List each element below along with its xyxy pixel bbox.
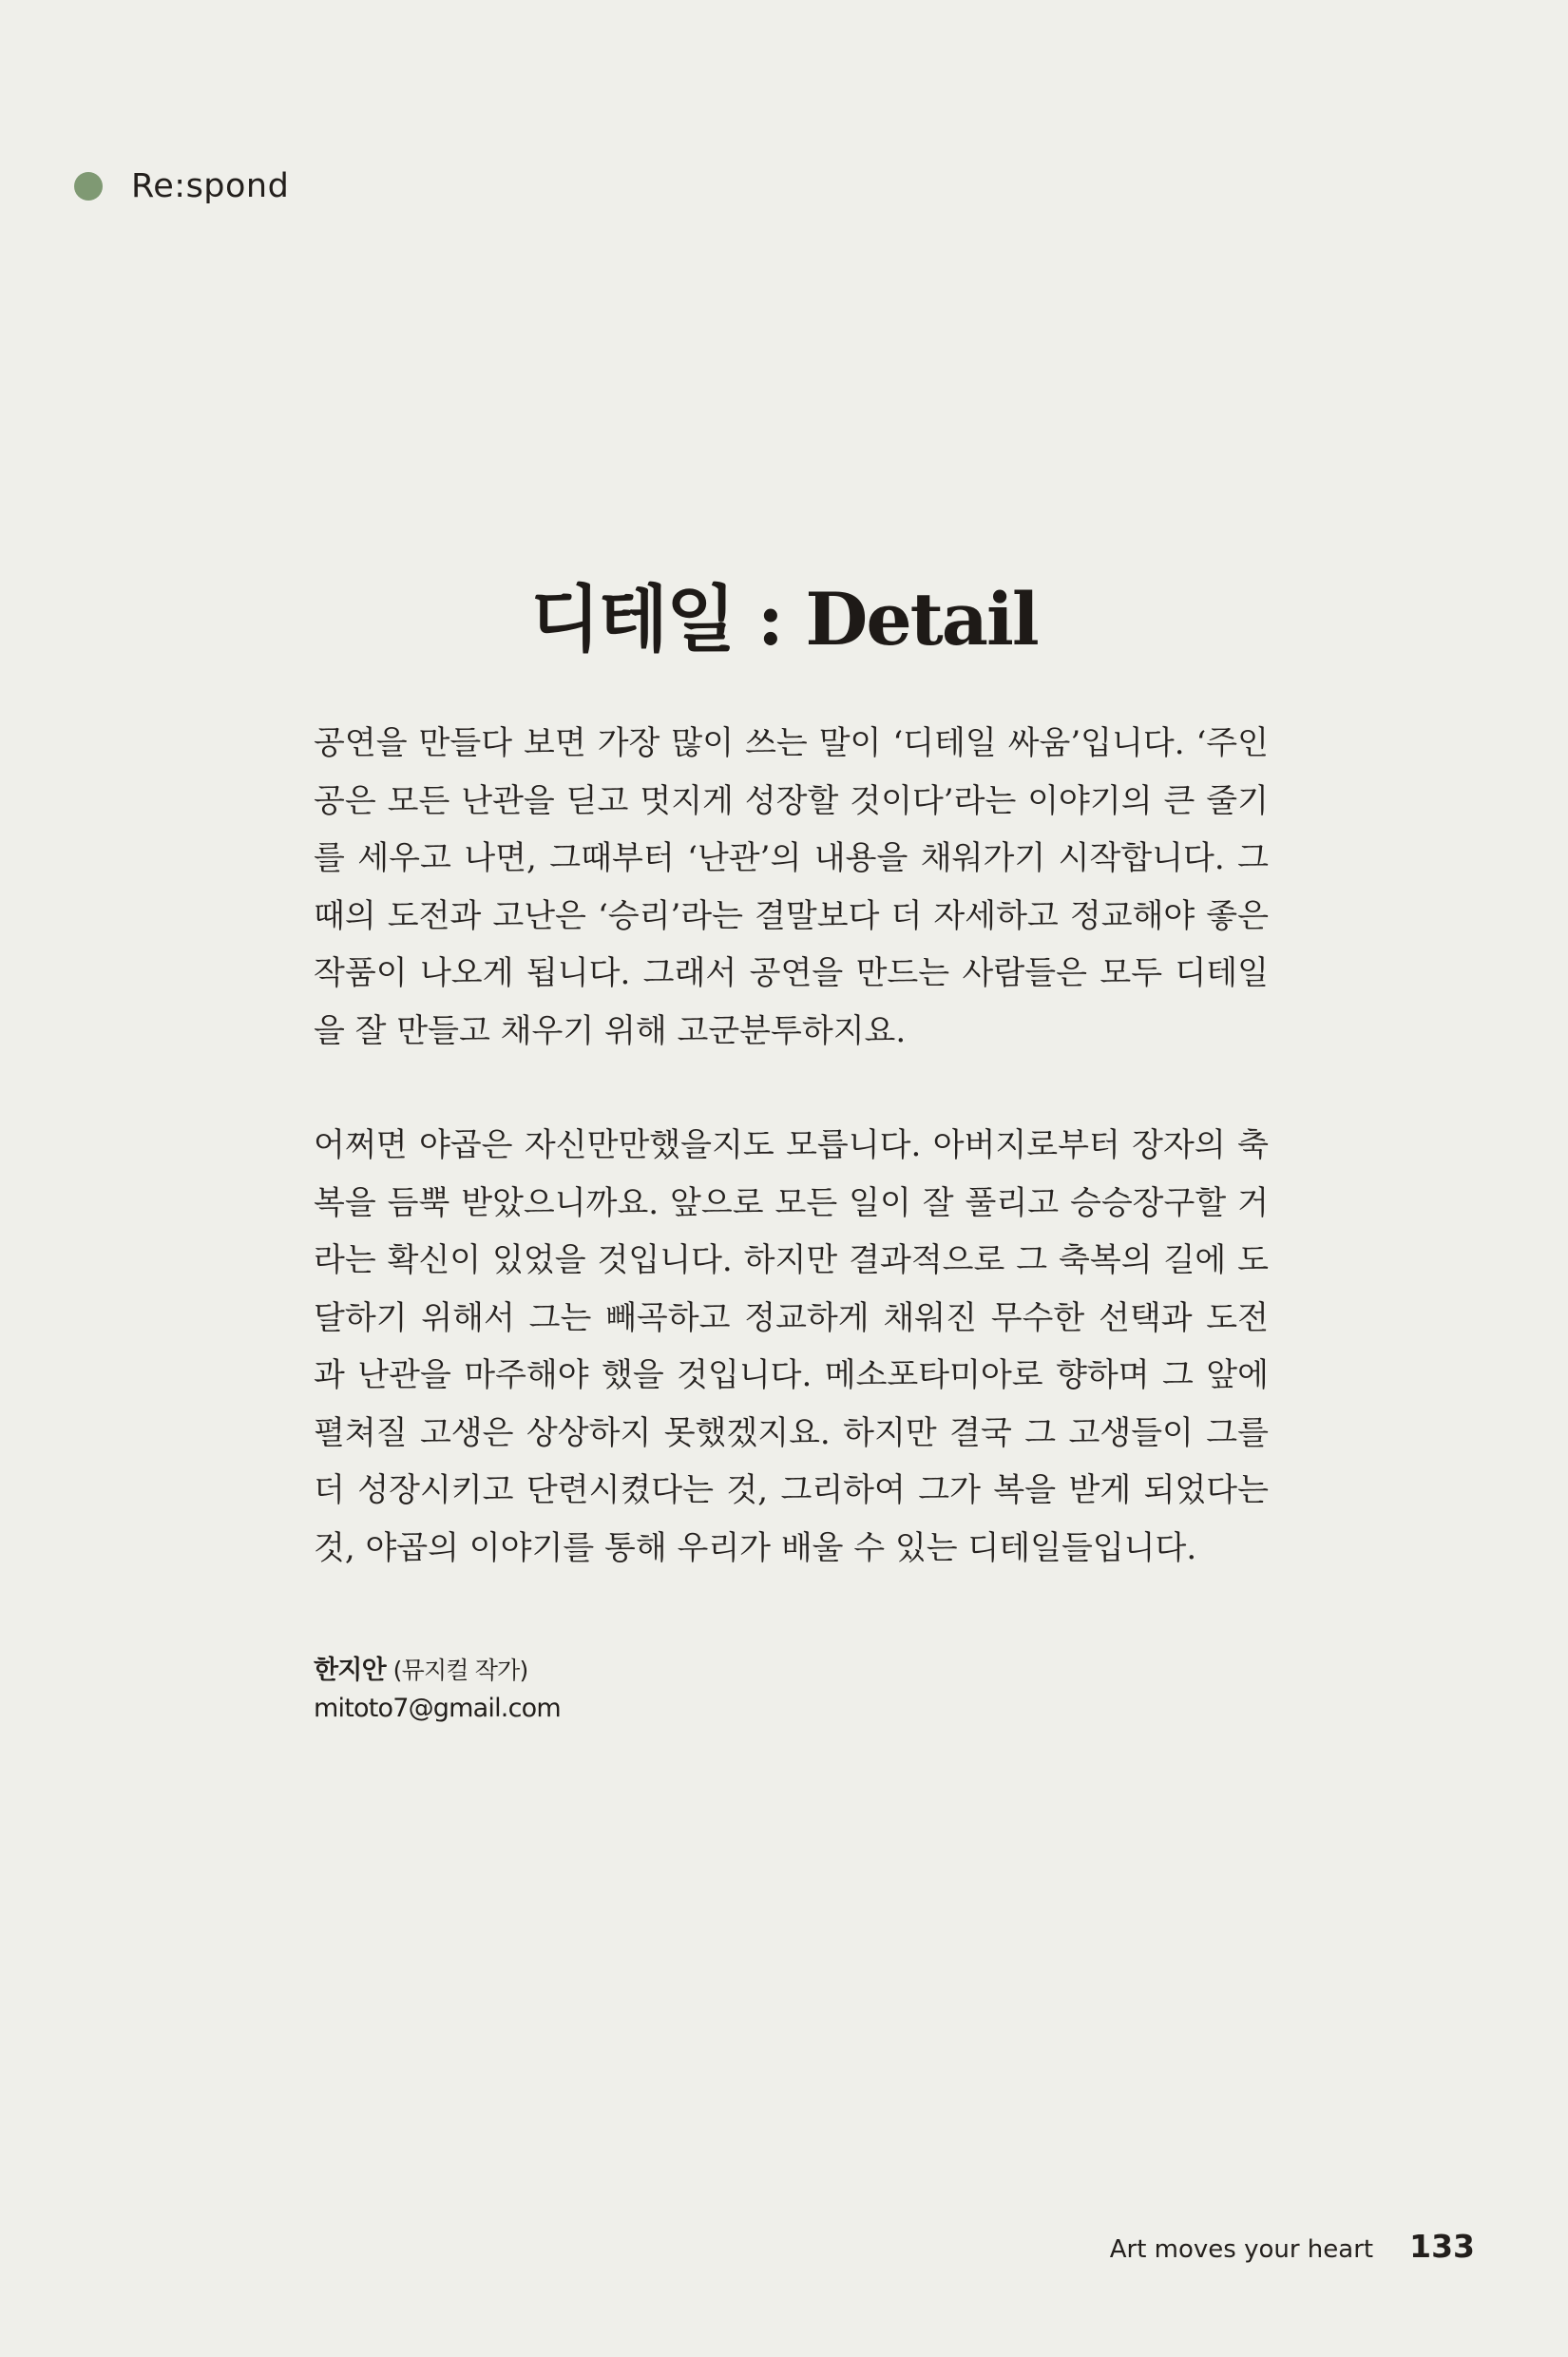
section-tag: [74, 167, 289, 205]
article-body: [314, 715, 1269, 1577]
section-label: Re:spond: [131, 167, 290, 205]
author-email: mitoto7@gmail.com: [314, 1694, 561, 1723]
page-footer: [1110, 2228, 1475, 2265]
author-role: (뮤지컬 작가): [392, 1657, 528, 1684]
paragraph-2: 어쩌면 야곱은 자신만만했을지도 모릅니다. 아버지로부터 장자의 축복을 듬뿍 받았으니까요. 앞으로 모든 일이 잘 풀리고 승승장구할 거라는 확신이 있었을 것입니다. 하지만 결과적으로 그 축복의 길에 도달하기 위해서 그는 빼곡하고 정교하게 채워진 무수한 선택과 도전과 난관을 마주해야 했을 것입니다. 메소포타미아로 향하며 그 앞에 펼쳐질 고생은 상상하지 못했겠지요. 하지만 결국 그 고생들이 그를 더 성장시키고 단련시켰다는 것, 그리하여 그가 복을 받게 되었다는 것, 야곱의 이야기를 통해 우리가 배울 수 있는 디테일들입니다.: [314, 1126, 1269, 1567]
section-dot-icon: [74, 172, 103, 201]
author-line: [314, 1652, 561, 1690]
page-number: 133: [1409, 2228, 1475, 2265]
paragraph-1: 공연을 만들다 보면 가장 많이 쓰는 말이 ‘디테일 싸움’입니다. ‘주인공은 모든 난관을 딛고 멋지게 성장할 것이다’라는 이야기의 큰 줄기를 세우고 나면, 그때부터 ‘난관’의 내용을 채워가기 시작합니다. 그때의 도전과 고난은 ‘승리’라는 결말보다 더 자세하고 정교해야 좋은 작품이 나오게 됩니다. 그래서 공연을 만드는 사람들은 모두 디테일을 잘 만들고 채우기 위해 고군분투하지요.: [314, 724, 1269, 1050]
footer-tagline: Art moves your heart: [1109, 2235, 1374, 2264]
author-name: 한지안: [314, 1656, 386, 1685]
article-title: 디테일 : Detail: [530, 576, 1038, 661]
author-block: [314, 1652, 561, 1728]
